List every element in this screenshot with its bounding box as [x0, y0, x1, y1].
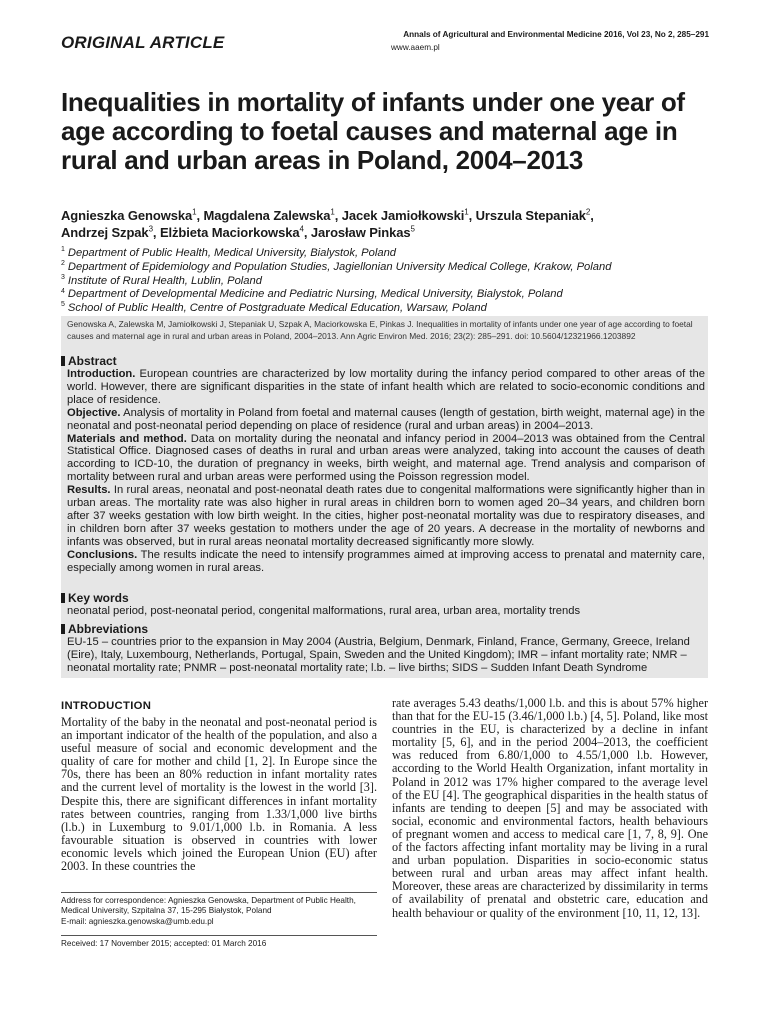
abstract-box: [61, 316, 708, 678]
abstract-methods: Materials and method. Data on mortality during the neonatal and infancy period in 2004–2013 was obtained from the Central Statistical Office. Diagnosed cases of deaths in rural and urban areas were analyzed, taking into account the causes of death according to ICD-10, the duration of pregnancy in weeks, birth weight, and maternal age. Trend analysis and comparison of mortality between rural and urban areas were performed using the Poisson regression model.: [67, 432, 705, 484]
author: Jacek Jamiołkowski$^1$,: [341, 207, 476, 223]
abstract-conclusions: Conclusions. The results indicate the need to intensify programmes aimed at improving access to prenatal and maternity care, especially among women in rural areas.: [67, 548, 705, 574]
paper-title: Inequalities in mortality of infants under one year of age according to foetal causes and maternal age in rural and urban areas in Poland, 2004–2013: [61, 87, 685, 175]
affiliation: $^4$ Department of Developmental Medicine and Pediatric Nursing, Medical University, Bialystok, Poland: [61, 287, 563, 301]
abstract-objective: Objective. Analysis of mortality in Poland from foetal and maternal causes (length of gestation, birth weight, maternal age) in the neonatal and post-neonatal period depending on place of residence (rural and urban areas) in 2004–2013.: [67, 406, 705, 432]
journal-info: Annals of Agricultural and Environmental Medicine 2016, Vol 23, No 2, 285–291: [403, 30, 709, 39]
section-marker: [61, 624, 65, 634]
abbreviations-text: EU-15 – countries prior to the expansion in May 2004 (Austria, Belgium, Denmark, Finland, France, Germany, Greece, Ireland (Eire), Italy, Luxembourg, Netherlands, Portugal, Spain, Sweden and the United Kingdom); IMR – infant mortality rate; NMR – neonatal mortality rate; PNMR – post-neonatal mortality rate; l.b. – live births; SIDS – Sudden Infant Death Syndrome: [67, 636, 690, 674]
section-marker: [61, 593, 65, 603]
author: Magdalena Zalewska$^1$,: [203, 207, 342, 223]
abstract-introduction: Introduction. European countries are characterized by low mortality during the infancy period compared to other areas of the world. However, there are significant disparities in the state of infant health which are related to socio-economic conditions and place of residence.: [67, 368, 705, 406]
author: Jarosław Pinkas$^5$: [310, 224, 415, 240]
author: Agnieszka Genowska$^1$,: [61, 207, 204, 223]
body-column-left: Mortality of the baby in the neonatal and post-neonatal period is an important indicator of the health of the population, and also a useful measure of social and economic development and the quality of care for mother and child [1, 2]. In Europe since the 70s, there has been an 80% reduction in infant mortality rates and the current level of mortality is the lowest in the world [3]. Despite this, there are significant differences in infant mortality rates between countries, ranging from 1.33/1,000 live births (l.b.) in Luxemburg to 9.01/1,000 l.b. in Romania. A less favourable situation is observed in countries with lower economic levels which joined the European Union (EU) after 2003. In these countries the: [61, 715, 377, 874]
author: Andrzej Szpak$^3$,: [61, 224, 160, 240]
author: Elżbieta Maciorkowska$^4$,: [159, 224, 311, 240]
footnote-email[interactable]: E-mail: agnieszka.genowska@umb.edu.pl: [61, 916, 214, 926]
journal-url[interactable]: www.aaem.pl: [391, 43, 440, 52]
received-dates: Received: 17 November 2015; accepted: 01 March 2016: [61, 935, 377, 948]
author: Urszula Stepaniak$^2$,: [475, 207, 594, 223]
footnote-line: Address for correspondence: Agnieszka Genowska, Department of Public Health,: [61, 896, 356, 905]
keywords-text: neonatal period, post-neonatal period, congenital malformations, rural area, urban area, mortality trends: [67, 605, 581, 617]
correspondence-footnote: [61, 892, 377, 927]
abstract-heading: Abstract: [61, 354, 117, 368]
body-column-right: rate averages 5.43 deaths/1,000 l.b. and this is about 57% higher than that for the EU-15 (3.46/1,000 l.b.) [4, 5]. Poland, like most countries in the EU, is characterized by a decline in infant mortality [5, 6], and in the period 2004–2013, the coefficient was reduced from 6.80/1,000 to 4.55/1,000 l.b. However, according to the World Health Organization, infant mortality in Poland in 2012 was 17% higher compared to the average level of the EU [4]. The geographical disparities in the health status of infants are tending to deepen [5] and may be associated with social, economic and environmental factors, health behaviours of pregnant women and access to medical care [1, 7, 8, 9]. One of the factors affecting infant mortality may be living in a rural and urban population. Disparities in socio-economic status between rural and urban areas may affect infant health. Moreover, these areas are characterized by dissimilarity in terms of availability of prenatal and obstetric care, education and health behaviour or quality of the environment [10, 11, 12, 13].: [392, 696, 708, 920]
page-header: [61, 28, 709, 56]
affiliation: $^3$ Institute of Rural Health, Lublin, Poland: [61, 273, 262, 287]
affiliation: $^1$ Department of Public Health, Medical University, Bialystok, Poland: [61, 246, 397, 259]
abstract-results: Results. In rural areas, neonatal and post-neonatal death rates due to congenital malformations were significantly higher than in urban areas. The mortality rate was also higher in rural areas in children born to women aged 20–34 years, and children born after 37 weeks gestation with low birth weight. In the cities, higher post-neonatal mortality was due to respiratory diseases, and in children born after 37 weeks gestation to mothers under the age of 20 years. A decrease in the mortality of newborns and infants was observed, but in rural areas neonatal mortality decreased significantly more slowly.: [67, 484, 705, 548]
affiliation: $^2$ Department of Epidemiology and Population Studies, Jagiellonian University Medical College, Krakow, Poland: [61, 260, 612, 273]
abbreviations-heading: Abbreviations: [61, 622, 148, 636]
affiliation-list: [61, 247, 721, 316]
author-list: [61, 207, 721, 241]
section-heading-introduction: INTRODUCTION: [61, 700, 152, 712]
footnote-line: Medical University, Szpitalna 37, 15-295 Białystok, Poland: [61, 906, 272, 916]
abstract-body: [67, 368, 705, 575]
section-marker: [61, 356, 65, 366]
article-type: ORIGINAL ARTICLE: [61, 33, 225, 52]
citation: Genowska A, Zalewska M, Jamiołkowski J, Stepaniak U, Szpak A, Maciorkowska E, Pinkas J. Inequalities in mortality of infants under one year of age according to foetal causes and maternal age in rural and urban areas in Poland, 2004–2013. Ann Agric Environ Med. 2016; 23(2): 285–291. doi: 10.5604/12321966.1203892: [67, 319, 693, 341]
affiliation: $^5$ School of Public Health, Centre of Postgraduate Medical Education, Warsaw, Poland: [61, 301, 487, 315]
keywords-heading: Key words: [61, 591, 129, 605]
